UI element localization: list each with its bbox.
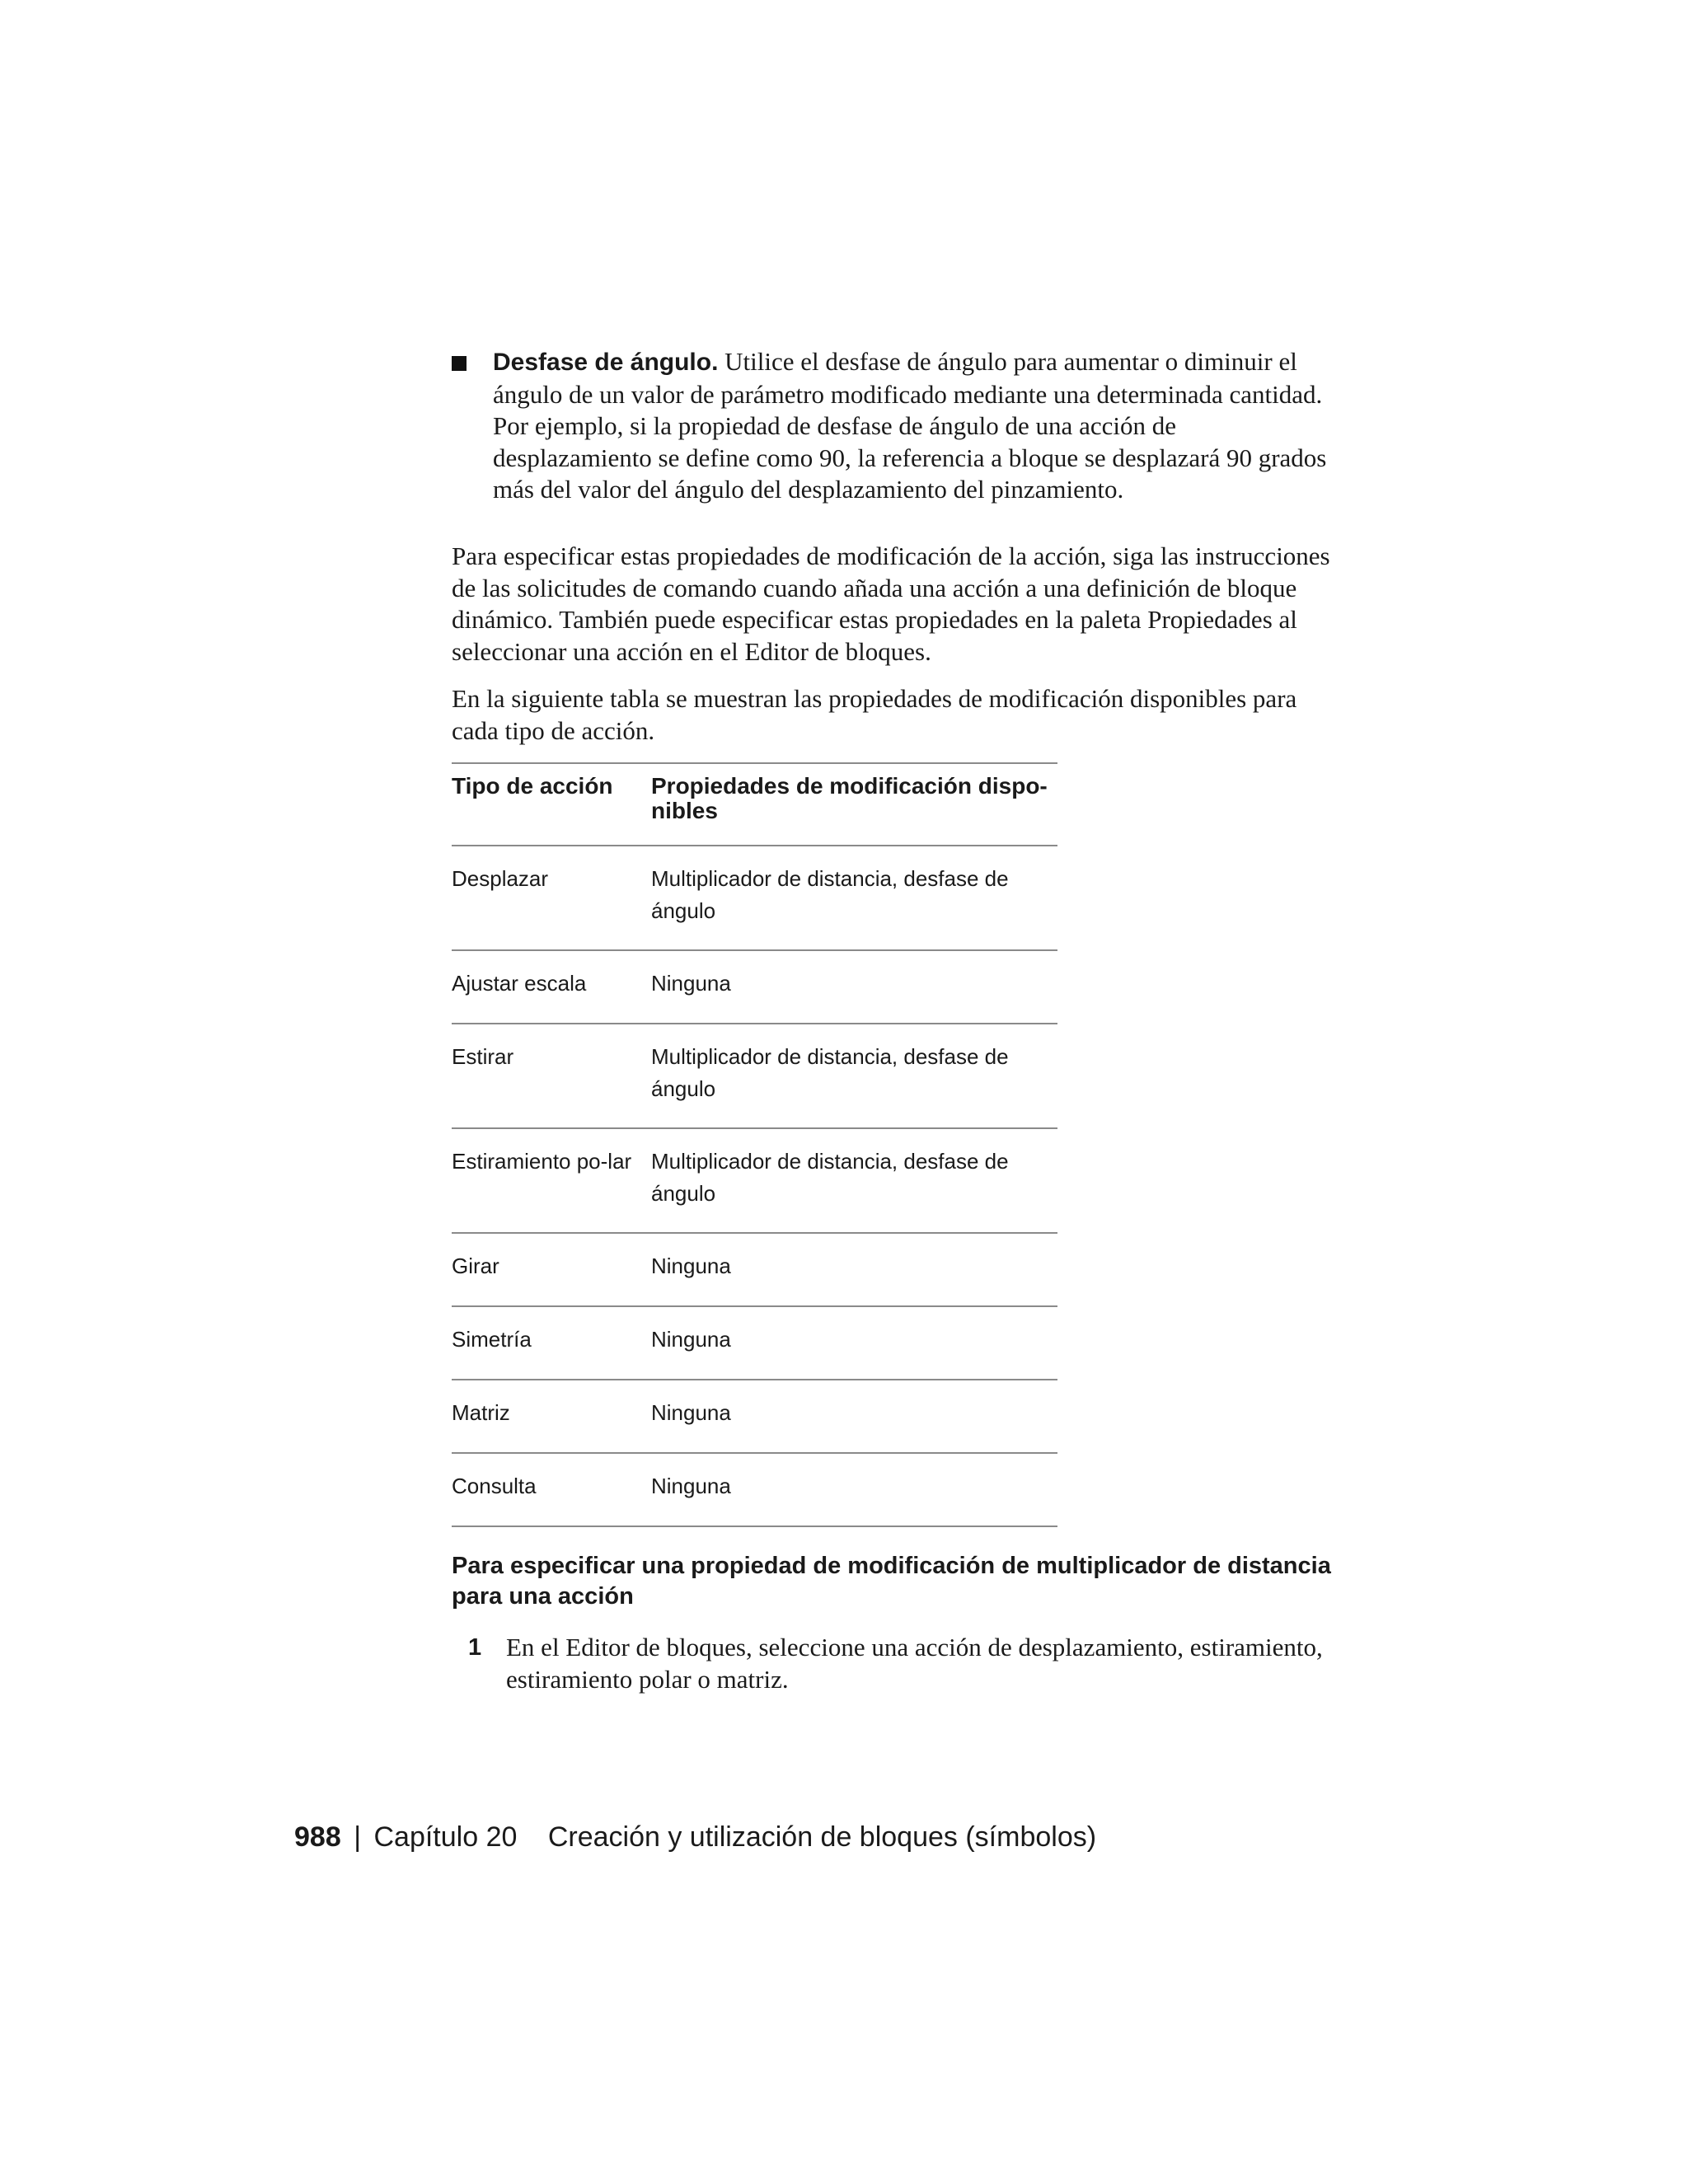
table-row	[452, 949, 1057, 1023]
table-cell-action: Consulta	[452, 1474, 537, 1498]
table-row	[452, 1379, 1057, 1452]
paragraph-table-intro: En la siguiente tabla se muestran las propiedades de modificación disponibles para cada tipo de acción.	[452, 684, 1297, 745]
table-header-row	[452, 762, 1057, 845]
bullet-description: Utilice el desfase de ángulo para aumentar o diminuir el ángulo de un valor de parámetro modificado mediante una determinada cantidad. Por ejemplo, si la propiedad de desfase de ángulo de una acción de desplazamiento se define como 90, la referencia a bloque se desplazará 90 grados más del valor del ángulo del desplazamiento del pinzamiento.	[493, 347, 1327, 504]
table-cell-action: Girar	[452, 1254, 499, 1278]
footer-separator: |	[354, 1821, 362, 1853]
table-cell-properties: Ninguna	[651, 1327, 731, 1352]
table-cell-action: Matriz	[452, 1400, 510, 1425]
table-cell-properties: Ninguna	[651, 1474, 731, 1498]
table-cell-action: Ajustar escala	[452, 971, 587, 996]
table-cell-action: Estiramiento po-lar	[452, 1149, 632, 1174]
table-row	[452, 1127, 1057, 1232]
column-header-action-type: Tipo de acción	[452, 773, 613, 799]
table-cell-action: Estirar	[452, 1044, 514, 1069]
table-row	[452, 1305, 1057, 1379]
table-row	[452, 1452, 1057, 1526]
table-cell-properties: Ninguna	[651, 1400, 731, 1425]
table-row	[452, 1023, 1057, 1127]
table-cell-action: Desplazar	[452, 866, 549, 891]
square-bullet-icon	[452, 356, 467, 371]
footer-chapter: Capítulo 20	[373, 1821, 518, 1853]
footer-chapter-title: Creación y utilización de bloques (símbolos)	[547, 1821, 1097, 1853]
column-header-properties: Propiedades de modificación dispo-nibles	[651, 773, 1048, 823]
table-row	[452, 845, 1057, 949]
modification-properties-table	[452, 762, 1057, 1527]
bullet-text	[493, 346, 1338, 506]
table-cell-action: Simetría	[452, 1327, 532, 1352]
bullet-item-angle-offset	[452, 346, 1338, 506]
table-cell-properties: Ninguna	[651, 1254, 731, 1278]
bullet-term: Desfase de ángulo.	[493, 349, 719, 376]
paragraph-instructions: Para especificar estas propiedades de modificación de la acción, siga las instrucciones de las solicitudes de comando cuando añada una acción a una definición de bloque dinámico. También puede especificar estas propiedades en la paleta Propiedades al seleccionar una acción en el Editor de bloques.	[452, 541, 1330, 666]
table-row	[452, 1232, 1057, 1305]
procedure-heading: Para especificar una propiedad de modificación de multiplicador de distancia para una acción	[452, 1553, 1331, 1610]
step-text: En el Editor de bloques, seleccione una acción de desplazamiento, estiramiento, estiramiento polar o matriz.	[506, 1633, 1323, 1694]
step-number: 1	[468, 1634, 482, 1661]
table-cell-properties: Ninguna	[651, 971, 731, 996]
table-cell-properties: Multiplicador de distancia, desfase de ángulo	[651, 1149, 1009, 1206]
page-number: 988	[294, 1821, 341, 1853]
table-cell-properties: Multiplicador de distancia, desfase de ángulo	[651, 866, 1009, 923]
page-footer	[294, 1821, 1096, 1854]
table-cell-properties: Multiplicador de distancia, desfase de ángulo	[651, 1044, 1009, 1101]
procedure-step	[452, 1632, 1342, 1695]
table-bottom-rule	[452, 1526, 1057, 1527]
